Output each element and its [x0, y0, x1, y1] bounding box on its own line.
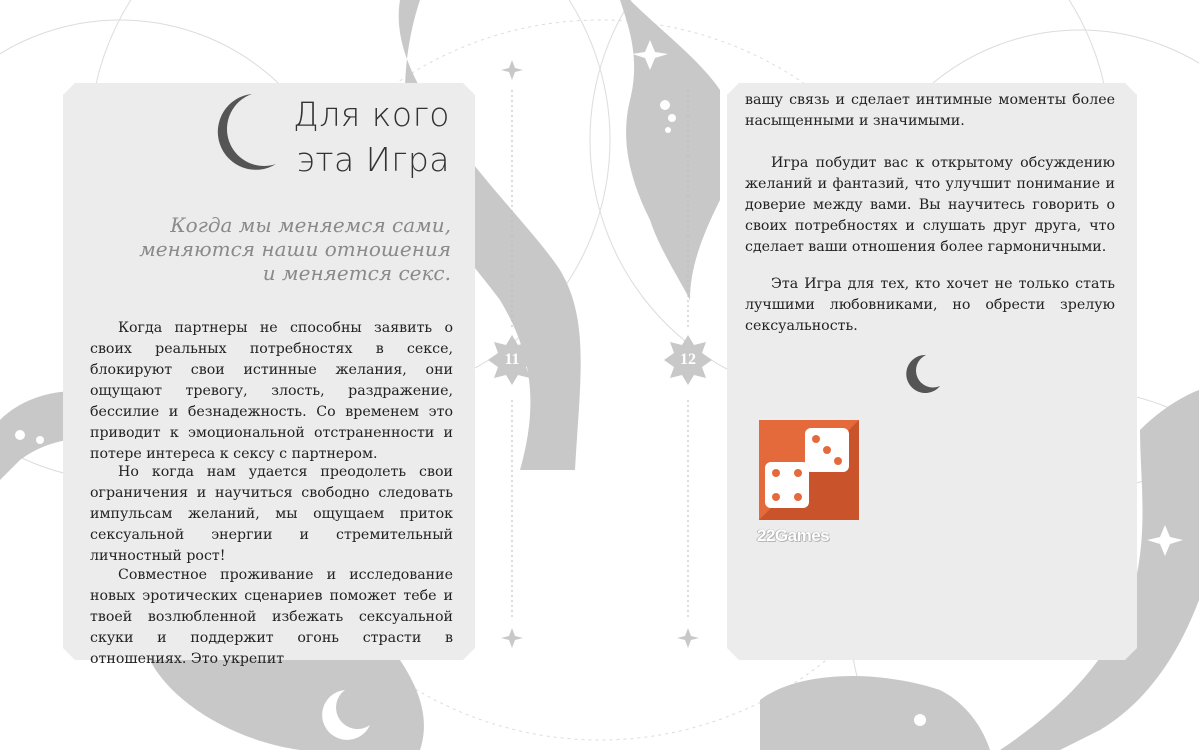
paragraph: Когда партнеры не способны заявить о своих реальных потребностях в сексе, блокируют свои истинные желания, они ощущают тревогу, злость, раздражение, бессилие и безнадежность. Со временем это приводит к эмоциональной отстраненности и потере интереса к сексу с партнером.: [90, 320, 453, 462]
paragraph: Но когда нам удается преодолеть свои ограничения и научиться свободно следовать импульсам желаний, мы ощущаем приток сексуальной энергии и стремительный личностный рост!: [90, 464, 453, 564]
epigraph-quote: [120, 213, 451, 285]
quote-line-2: меняются наши отношения: [139, 237, 451, 261]
page-number-right: 12: [680, 351, 696, 368]
paragraph: Эта Игра для тех, кто хочет не только стать лучшими любовниками, но обрести зрелую сексуальность.: [745, 276, 1115, 334]
page-title: [250, 92, 450, 182]
small-crescent-moon-icon: [900, 352, 945, 397]
paragraph: Совместное проживание и исследование новых эротических сценариев поможет тебе и твоей возлюбленной избежать сексуальной скуки и поддержит огонь страсти в отношениях. Это укрепит: [90, 567, 453, 667]
dice-icon: [759, 420, 859, 520]
page-number-left: 11: [504, 351, 520, 368]
quote-line-3: и меняется секс.: [262, 261, 451, 285]
watermark-logo: [759, 420, 859, 520]
paragraph: Игра побудит вас к открытому обсуждению желаний и фантазий, что улучшит понимание и доверие между вами. Вы научитесь говорить о своих потребностях и слушать друг друга, что сделает ваши отношения более гармоничными.: [745, 155, 1115, 255]
watermark-text: 22Games: [757, 526, 830, 545]
title-line-2: эта Игра: [296, 140, 450, 179]
title-line-1: Для кого: [293, 95, 450, 134]
quote-line-1: Когда мы меняемся сами,: [170, 213, 451, 237]
paragraph: вашу связь и сделает интимные моменты более насыщенными и значимыми.: [745, 92, 1115, 129]
